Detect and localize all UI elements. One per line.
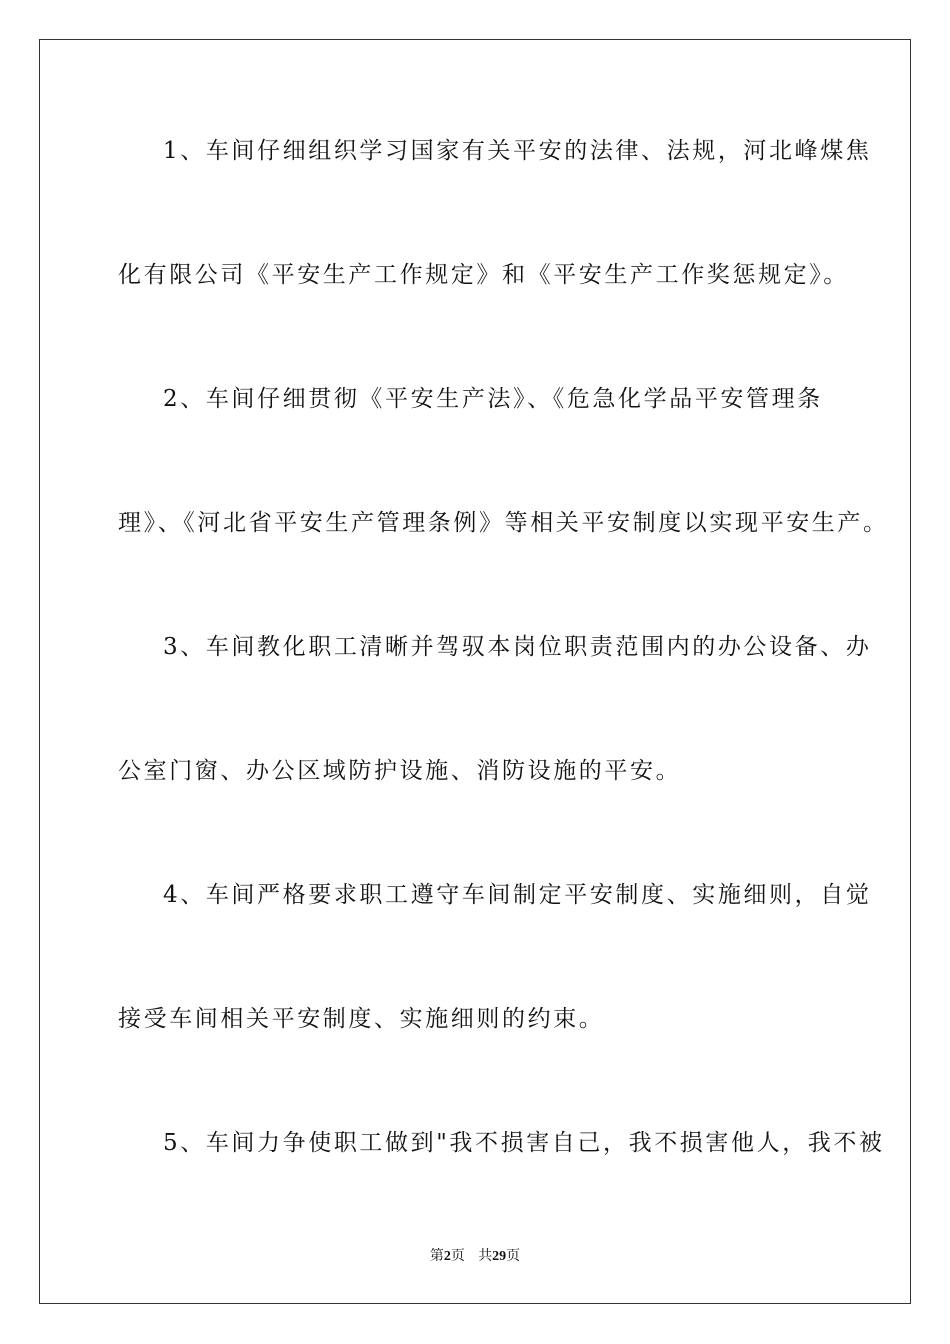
page-border xyxy=(39,39,911,1304)
page-number: 2 xyxy=(443,1249,451,1264)
paragraph-4-line-1: 4、车间严格要求职工遵守车间制定平安制度、实施细则，自觉 xyxy=(163,882,872,908)
paragraph-2-line-2: 理》、《河北省平安生产管理条例》等相关平安制度以实现平安生产。 xyxy=(118,510,889,536)
paragraph-5-line-1: 5、车间力争使职工做到"我不损害自己，我不损害他人，我不被 xyxy=(163,1130,885,1156)
total-suffix: 页 xyxy=(506,1248,521,1264)
total-pages: 29 xyxy=(492,1249,507,1264)
paragraph-1-line-1: 1、车间仔细组织学习国家有关平安的法律、法规，河北峰煤焦 xyxy=(163,138,872,164)
paragraph-4-line-2: 接受车间相关平安制度、实施细则的约束。 xyxy=(118,1006,605,1032)
paragraph-1-line-2: 化有限公司《平安生产工作规定》和《平安生产工作奖惩规定》。 xyxy=(118,262,849,288)
paragraph-3-line-2: 公室门窗、办公区域防护设施、消防设施的平安。 xyxy=(118,758,682,784)
page-suffix: 页 xyxy=(450,1248,465,1264)
page-footer xyxy=(0,1247,950,1266)
page-prefix: 第 xyxy=(429,1248,444,1264)
total-prefix: 共 xyxy=(478,1248,493,1264)
paragraph-3-line-1: 3、车间教化职工清晰并驾驭本岗位职责范围内的办公设备、办 xyxy=(163,634,872,660)
paragraph-2-line-1: 2、车间仔细贯彻《平安生产法》、《危急化学品平安管理条 xyxy=(163,386,823,412)
